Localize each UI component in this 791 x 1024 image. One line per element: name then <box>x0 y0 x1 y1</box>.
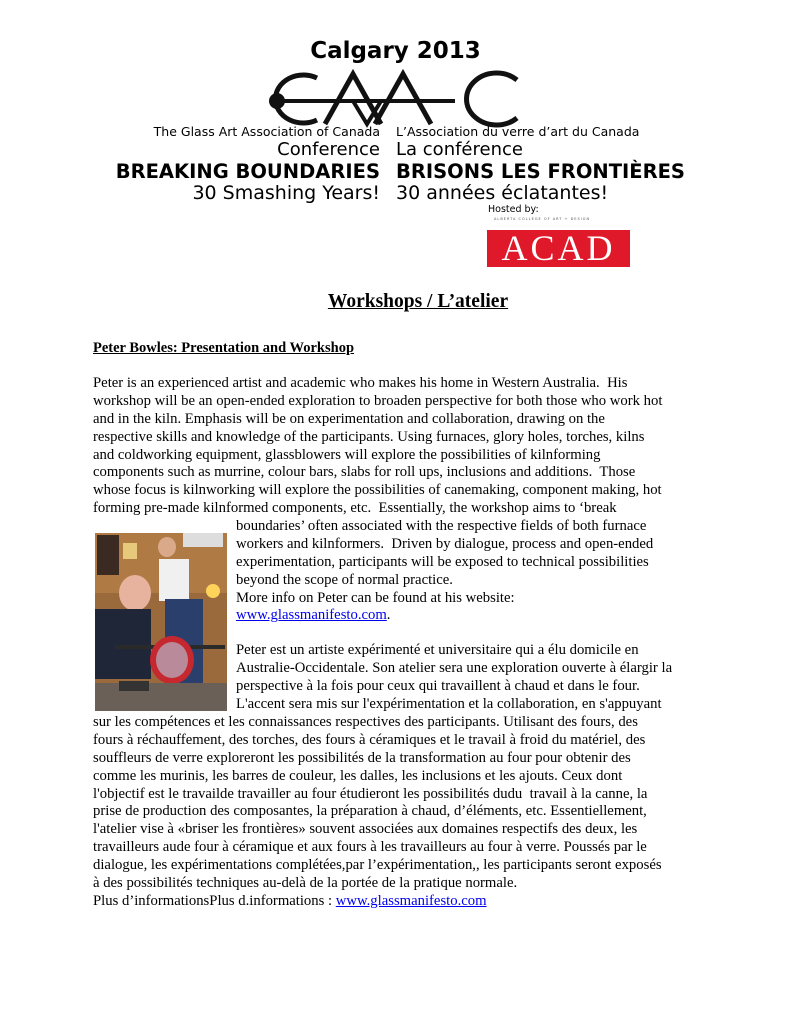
website-line <box>236 607 653 625</box>
city-year: Calgary 2013 <box>310 38 481 64</box>
text-line: l'objectif est le travailde travailler au four étudieront les possibilités dudu travail à la canne, la <box>93 785 648 802</box>
gaac-logo-icon <box>255 68 525 128</box>
conference-fr: La conférence <box>396 139 523 160</box>
text-line: perspective à la fois pour ceux qui travaillent à chaud et dans le four. <box>236 677 640 694</box>
more-info-line <box>93 893 662 911</box>
org-name-en: The Glass Art Association of Canada <box>153 124 380 139</box>
website-suffix: . <box>386 607 391 624</box>
text-line: workers and kilnformers. Driven by dialogue, process and open-ended <box>236 535 654 552</box>
text-line: and coldworking equipment, glassblowers will explore the possibilities of kilnforming <box>93 446 601 463</box>
text-line: fours à réchauffement, des torches, des fours à céramiques et le travail à froid du matériel, des <box>93 731 646 748</box>
theme-en: BREAKING BOUNDARIES <box>115 160 380 183</box>
section-title: Peter Bowles: Presentation and Workshop <box>93 340 355 356</box>
glassblowers-photo-icon <box>95 533 227 711</box>
french-paragraph <box>93 714 662 911</box>
text-line: whose focus is kilnworking will explore the possibilities of canemaking, component making, hot <box>93 482 662 499</box>
host-full-name: ALBERTA COLLEGE OF ART + DESIGN <box>494 217 591 221</box>
text-line: dialogue, les expérimentations complétées,par l’expérimentation,, les participants seront exposés <box>93 857 662 874</box>
text-line: Peter est un artiste expérimenté et universitaire qui a élu domicile en <box>236 642 639 658</box>
theme-fr: BRISONS LES FRONTIÈRES <box>396 160 685 183</box>
text-line: comme les murinis, les barres de couleur, les dalles, les inclusions et les ajouts. Ceux dont <box>93 767 623 784</box>
english-paragraph <box>93 375 662 518</box>
text-line: components such as murrine, colour bars, slabs for roll ups, inclusions and additions. Those <box>93 464 636 481</box>
text-line: workshop will be an open-ended exploration to broaden perspective for both those who work hot <box>93 392 663 409</box>
french-wrap-paragraph <box>236 642 672 714</box>
text-line: More info on Peter can be found at his website: <box>236 589 515 606</box>
org-name-fr: L’Association du verre d’art du Canada <box>396 124 640 139</box>
french-website-link[interactable]: www.glassmanifesto.com <box>335 892 487 909</box>
conference-en: Conference <box>277 139 380 160</box>
text-line: and in the kiln. Emphasis will be on experimentation and collaboration, drawing on the <box>93 410 605 427</box>
text-line: L'accent sera mis sur l'expérimentation et la collaboration, en s'appuyant <box>236 695 662 712</box>
text-line: boundaries’ often associated with the respective fields of both furnace <box>236 518 647 534</box>
workshop-photo <box>95 533 227 711</box>
english-wrap-paragraph <box>236 518 653 625</box>
text-line: Peter is an experienced artist and academic who makes his home in Western Australia. His <box>93 375 628 391</box>
text-line: prise de production des composantes, la préparation à chaud, d’éléments, etc. Essentiellement, <box>93 803 647 820</box>
hosted-by-label: Hosted by: <box>488 204 539 215</box>
text-line: experimentation, participants will be exposed to technical possibilities <box>236 553 649 570</box>
text-line: sur les compétences et les connaissances respectives des participants. Utilisant des fours, des <box>93 714 638 730</box>
website-link[interactable]: www.glassmanifesto.com <box>236 607 387 624</box>
text-line: souffleurs de verre exploreront les possibilités de la transformation au four pour obtenir des <box>93 749 631 766</box>
tagline-en: 30 Smashing Years! <box>192 182 380 204</box>
text-line: Australie-Occidentale. Son atelier sera une exploration ouverte à élargir la <box>236 659 673 676</box>
conference-logo <box>0 0 791 275</box>
page-title: Workshops / L’atelier <box>327 291 509 312</box>
text-line: l'atelier vise à «briser les frontières» souvent associées aux domaines respectifs des deux, les <box>93 821 638 838</box>
text-line: travailleurs aude four à céramique et aux fours à les travailleurs au four à verre. Poussés par le <box>93 839 647 856</box>
acad-logo: ACAD <box>487 230 630 267</box>
tagline-fr: 30 années éclatantes! <box>396 182 609 204</box>
text-line: respective skills and knowledge of the participants. Using furnaces, glory holes, torches, kilns <box>93 428 645 445</box>
text-line: à des possibilités techniques au-delà de la portée de la pratique normale. <box>93 875 518 892</box>
more-info-label: Plus d’informationsPlus d.informations : <box>93 892 336 909</box>
text-line: beyond the scope of normal practice. <box>236 571 453 588</box>
text-line: forming pre-made kilnformed components, etc. Essentially, the workshop aims to ‘break <box>93 500 617 517</box>
